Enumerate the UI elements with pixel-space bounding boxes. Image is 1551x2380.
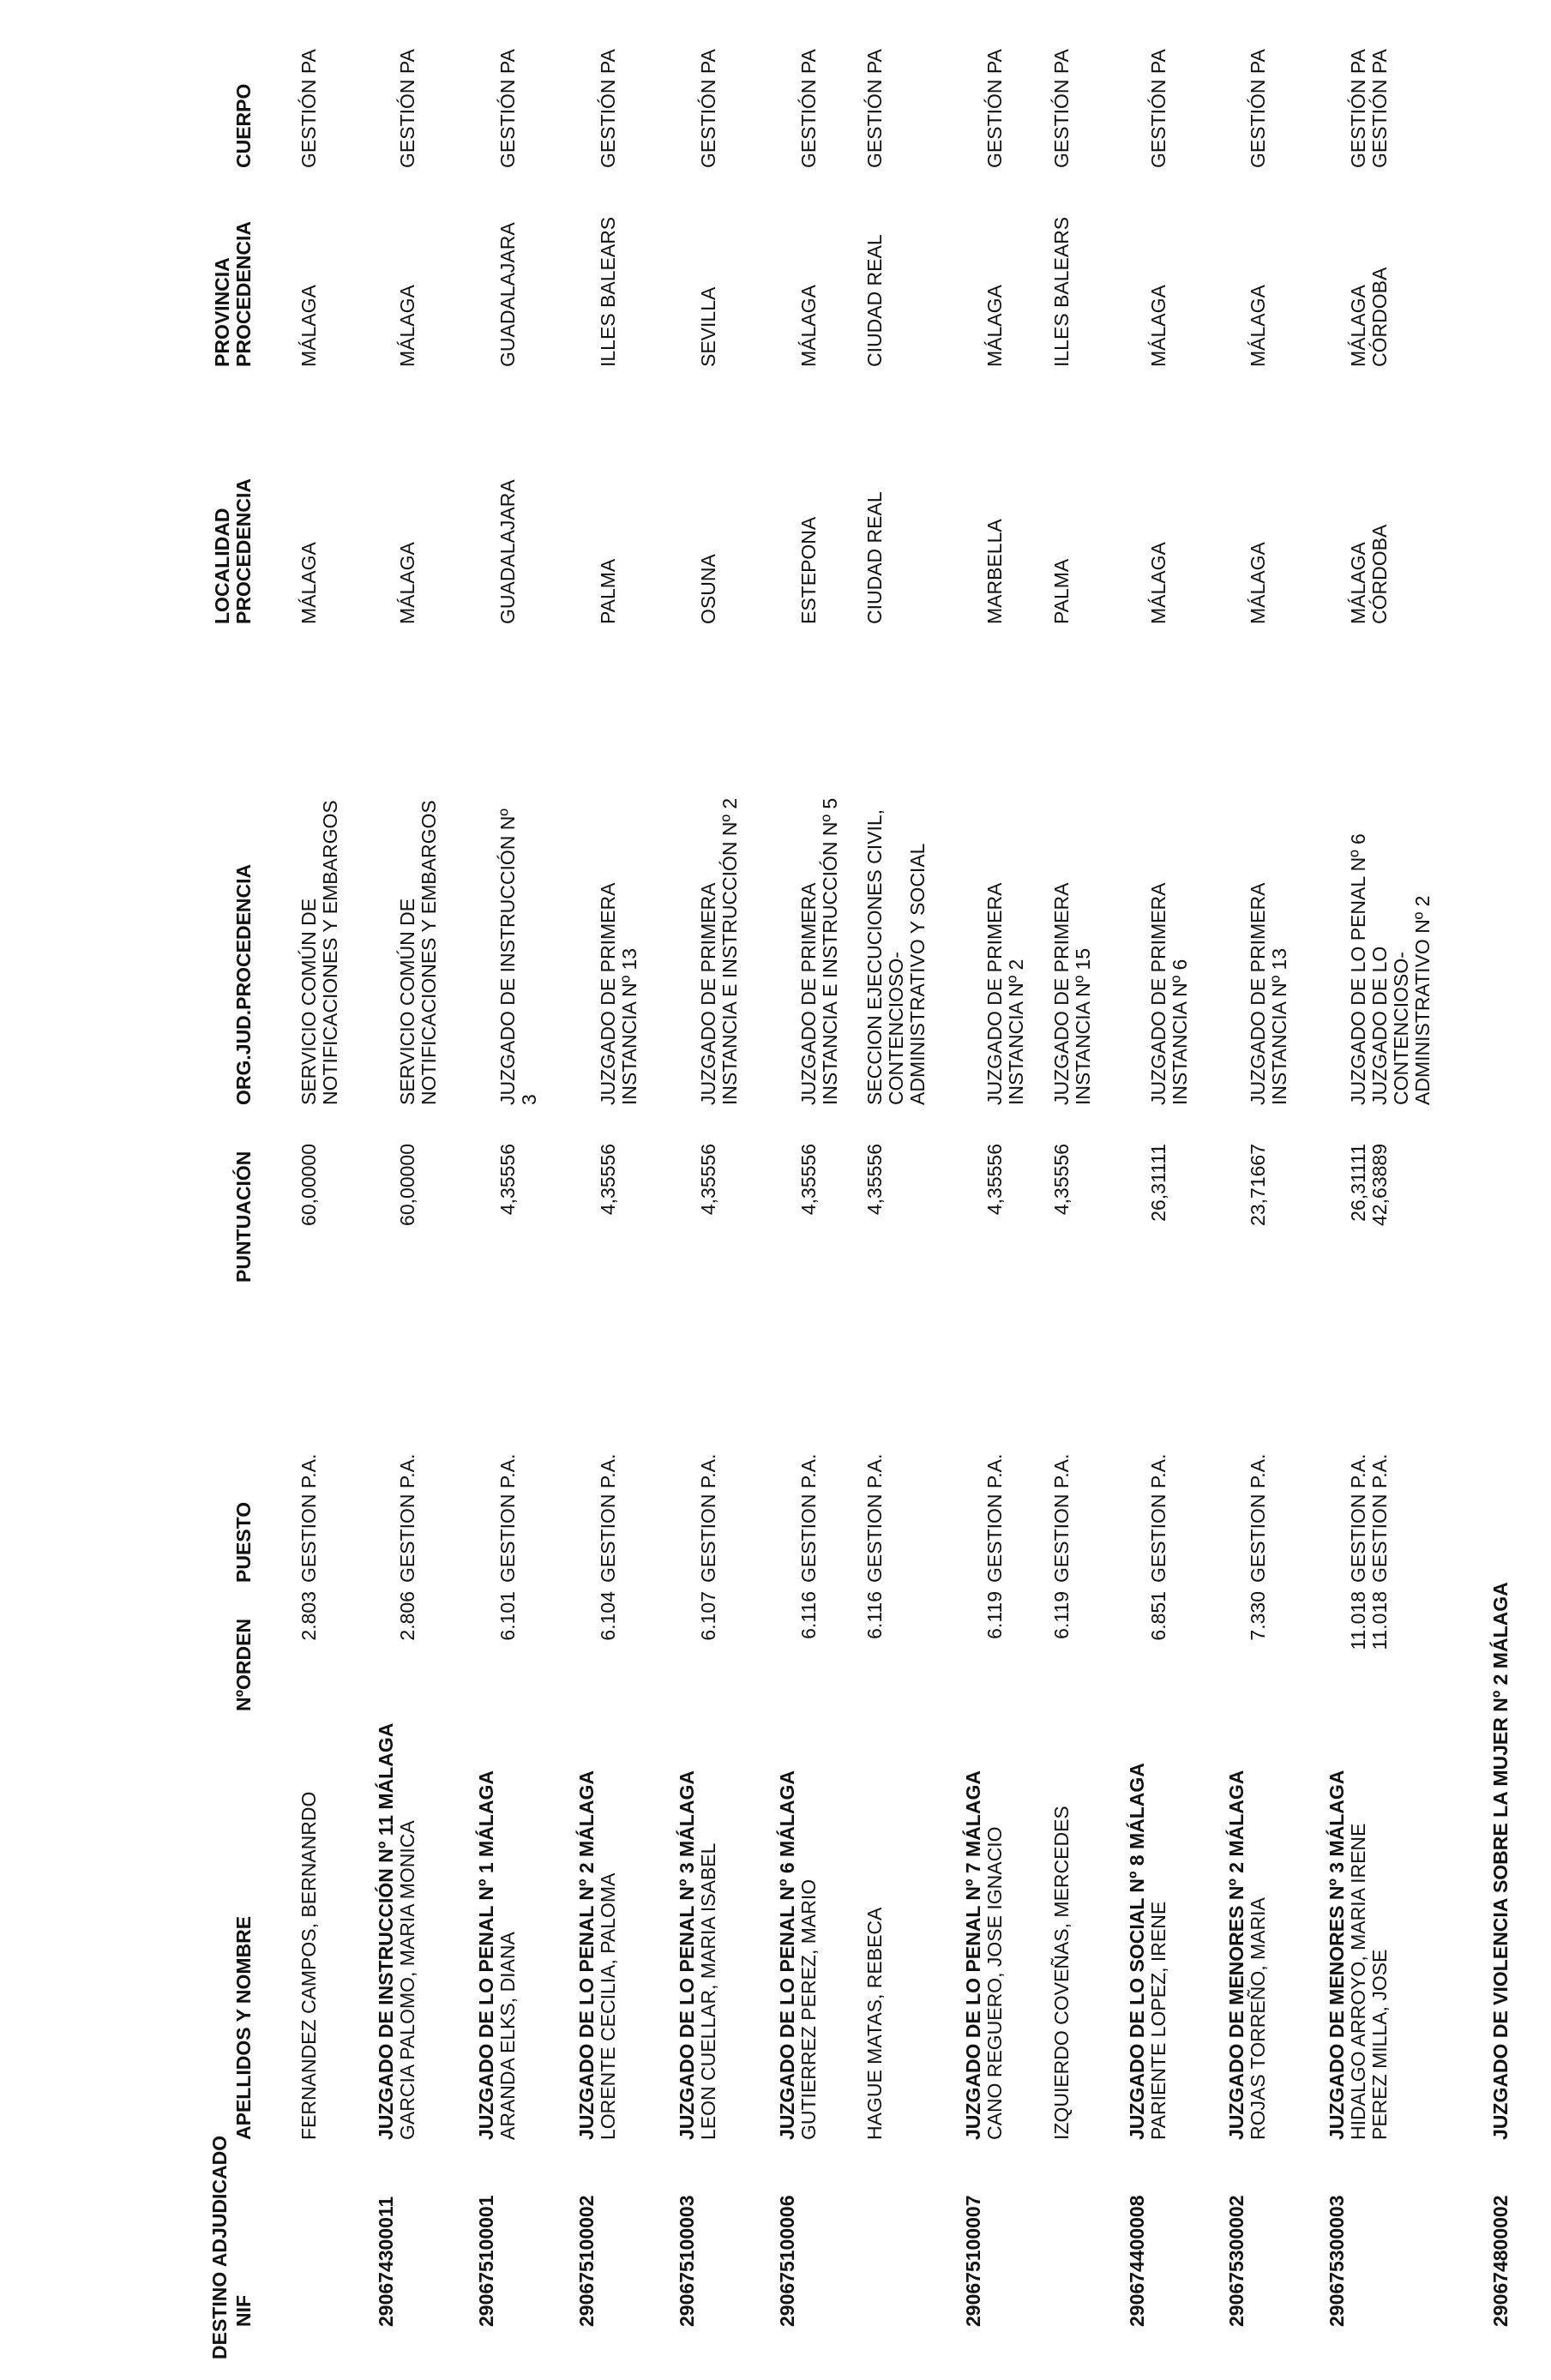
org-procedencia-line: 3 — [518, 1094, 540, 1105]
applicant-name: LEON CUELLAR, MARIA ISABEL — [697, 1842, 719, 2140]
cuerpo-value: GESTIÓN PA — [697, 49, 719, 168]
puntuacion-value: 60,00000 — [298, 1144, 320, 1226]
orden-number: 11.018 — [1368, 1591, 1391, 1650]
org-procedencia-line: ADMINISTRATIVO Nº 2 — [1411, 895, 1434, 1105]
group-nif: 290675300003 — [1326, 2195, 1348, 2327]
puntuacion-value: 26,31111 — [1147, 1144, 1169, 1222]
provincia-value: MÁLAGA — [1347, 285, 1369, 367]
org-procedencia-line: JUZGADO DE INSTRUCCIÓN Nº — [496, 808, 519, 1105]
applicant-name: ARANDA ELKS, DIANA — [496, 1932, 519, 2140]
provincia-value: CÓRDOBA — [1368, 267, 1391, 367]
org-procedencia-line: INSTANCIA Nº 6 — [1169, 959, 1191, 1105]
applicant-name: GARCIA PALOMO, MARIA MONICA — [396, 1820, 418, 2140]
localidad-value: GUADALAJARA — [496, 479, 519, 624]
group-organo-title: JUZGADO DE LO PENAL Nº 2 MÁLAGA — [575, 1770, 598, 2140]
org-procedencia-line: CONTENCIOSO- — [1390, 952, 1412, 1105]
puntuacion-header: PUNTUACIÓN — [232, 1151, 255, 1283]
localidad-header-2: PROCEDENCIA — [232, 478, 255, 624]
localidad-value: CÓRDOBA — [1368, 524, 1391, 624]
provincia-header-1: PROVINCIA — [211, 257, 233, 367]
org-procedencia-line: CONTENCIOSO- — [885, 952, 907, 1105]
provincia-value: ILLES BALEARS — [597, 216, 619, 367]
localidad-value: OSUNA — [697, 554, 719, 624]
puntuacion-value: 4,35556 — [697, 1144, 719, 1216]
puntuacion-value: 60,00000 — [396, 1144, 418, 1226]
puesto-value: GESTION P.A. — [697, 1453, 719, 1583]
provincia-header-2: PROCEDENCIA — [232, 221, 255, 367]
org-procedencia-line: INSTANCIA E INSTRUCCIÓN Nº 2 — [718, 797, 741, 1105]
group-organo-title: JUZGADO DE LO SOCIAL Nº 8 MÁLAGA — [1126, 1763, 1148, 2140]
orden-number: 7.330 — [1247, 1591, 1269, 1641]
group-nif: 290674800002 — [1489, 2195, 1512, 2327]
puesto-value: GESTION P.A. — [863, 1453, 886, 1583]
puesto-value: GESTION P.A. — [396, 1453, 418, 1583]
localidad-value: MÁLAGA — [1247, 542, 1269, 624]
puntuacion-value: 26,31111 — [1347, 1144, 1369, 1222]
norden-header: NºORDEN — [232, 1618, 255, 1711]
cuerpo-value: GESTIÓN PA — [1247, 49, 1269, 168]
provincia-value: ILLES BALEARS — [1050, 216, 1073, 367]
provincia-value: MÁLAGA — [983, 285, 1006, 367]
group-organo-title: JUZGADO DE LO PENAL Nº 7 MÁLAGA — [962, 1770, 984, 2140]
applicant-name: GUTIERREZ PEREZ, MARIO — [797, 1878, 820, 2140]
org-procedencia-line: NOTIFICACIONES Y EMBARGOS — [418, 800, 440, 1105]
orden-number: 6.116 — [797, 1591, 820, 1639]
group-organo-title: JUZGADO DE LO PENAL Nº 1 MÁLAGA — [475, 1770, 497, 2140]
applicant-name: PARIENTE LOPEZ, IRENE — [1147, 1901, 1169, 2140]
provincia-value: MÁLAGA — [298, 285, 320, 367]
cuerpo-value: GESTIÓN PA — [1147, 49, 1169, 168]
group-nif: 290675100003 — [676, 2195, 698, 2327]
localidad-value: MÁLAGA — [1147, 542, 1169, 624]
applicant-name: ROJAS TORREÑO, MARIA — [1247, 1897, 1269, 2140]
applicant-name: HIDALGO ARROYO, MARIA IRENE — [1347, 1823, 1369, 2140]
localidad-value: PALMA — [597, 558, 619, 624]
localidad-value: MÁLAGA — [298, 542, 320, 624]
puesto-value: GESTION P.A. — [797, 1453, 820, 1583]
puntuacion-value: 4,35556 — [983, 1144, 1006, 1216]
provincia-value: GUADALAJARA — [496, 222, 519, 367]
provincia-value: MÁLAGA — [1147, 285, 1169, 367]
orden-number: 6.851 — [1147, 1591, 1169, 1641]
cuerpo-value: GESTIÓN PA — [1050, 49, 1073, 168]
cuerpo-value: GESTIÓN PA — [1347, 49, 1369, 168]
puesto-value: GESTION P.A. — [597, 1453, 619, 1583]
group-nif: 290675100007 — [962, 2195, 984, 2327]
orden-number: 6.119 — [1050, 1591, 1073, 1639]
puesto-value: GESTION P.A. — [1347, 1453, 1369, 1583]
group-organo-title: JUZGADO DE INSTRUCCIÓN Nº 11 MÁLAGA — [375, 1722, 397, 2140]
org-procedencia-line: JUZGADO DE PRIMERA — [597, 882, 619, 1105]
org-procedencia-line: JUZGADO DE PRIMERA — [1247, 882, 1269, 1105]
orden-number: 2.803 — [298, 1591, 320, 1641]
org-procedencia-line: JUZGADO DE PRIMERA — [697, 882, 719, 1105]
nif-header: NIF — [232, 2294, 255, 2327]
provincia-value: SEVILLA — [697, 286, 719, 367]
cuerpo-header: CUERPO — [232, 83, 255, 168]
puesto-value: GESTION P.A. — [496, 1453, 519, 1583]
apellidos-header: APELLIDOS Y NOMBRE — [232, 1915, 255, 2140]
applicant-name: FERNANDEZ CAMPOS, BERNANRDO — [298, 1791, 320, 2140]
orden-number: 6.107 — [697, 1591, 719, 1641]
localidad-value: CIUDAD REAL — [863, 491, 886, 624]
org-procedencia-line: JUZGADO DE PRIMERA — [1147, 882, 1169, 1105]
group-nif: 290674400008 — [1126, 2195, 1148, 2327]
puntuacion-value: 4,35556 — [597, 1144, 619, 1216]
applicant-name: IZQUIERDO COVEÑAS, MERCEDES — [1050, 1806, 1073, 2140]
puesto-value: GESTION P.A. — [298, 1453, 320, 1583]
puntuacion-value: 42,63889 — [1368, 1144, 1391, 1226]
cuerpo-value: GESTIÓN PA — [1368, 49, 1391, 168]
org-procedencia-line: INSTANCIA Nº 13 — [618, 947, 640, 1105]
cuerpo-value: GESTIÓN PA — [797, 49, 820, 168]
org-procedencia-line: JUZGADO DE PRIMERA — [797, 882, 820, 1105]
group-nif: 290675100001 — [475, 2195, 497, 2327]
org-procedencia-line: JUZGADO DE LO — [1368, 946, 1391, 1105]
puesto-value: GESTION P.A. — [1147, 1453, 1169, 1583]
destino-adjudicado-label: DESTINO ADJUDICADO — [208, 2135, 231, 2359]
org-procedencia-line: JUZGADO DE PRIMERA — [1050, 882, 1073, 1105]
group-nif: 290675100002 — [575, 2195, 598, 2327]
org-procedencia-line: INSTANCIA Nº 2 — [1005, 959, 1027, 1105]
puntuacion-value: 4,35556 — [1050, 1144, 1073, 1216]
cuerpo-value: GESTIÓN PA — [298, 49, 320, 168]
localidad-value: MARBELLA — [983, 519, 1006, 624]
puesto-header: PUESTO — [232, 1501, 255, 1583]
localidad-value: ESTEPONA — [797, 516, 820, 624]
applicant-name: CANO REGUERO, JOSE IGNACIO — [983, 1826, 1006, 2140]
org-procedencia-line: SERVICIO COMÚN DE — [396, 898, 418, 1105]
cuerpo-value: GESTIÓN PA — [863, 49, 886, 168]
puesto-value: GESTION P.A. — [1368, 1453, 1391, 1583]
provincia-value: CIUDAD REAL — [863, 234, 886, 367]
provincia-value: MÁLAGA — [1247, 285, 1269, 367]
cuerpo-value: GESTIÓN PA — [496, 49, 519, 168]
group-nif: 290675300002 — [1225, 2195, 1247, 2327]
localidad-value: PALMA — [1050, 558, 1073, 624]
puesto-value: GESTION P.A. — [1247, 1453, 1269, 1583]
org-procedencia-line: INSTANCIA Nº 15 — [1072, 947, 1094, 1105]
applicant-name: LORENTE CECILIA, PALOMA — [597, 1872, 619, 2140]
applicant-name: PEREZ MILLA, JOSE — [1368, 1949, 1391, 2140]
orden-number: 11.018 — [1347, 1591, 1369, 1650]
org-procedencia-line: INSTANCIA Nº 13 — [1268, 947, 1290, 1105]
orden-number: 6.116 — [863, 1591, 886, 1639]
group-nif: 290674300011 — [375, 2196, 397, 2327]
org-header: ORG.JUD.PROCEDENCIA — [232, 863, 255, 1105]
orden-number: 6.119 — [983, 1591, 1006, 1639]
orden-number: 6.104 — [597, 1591, 619, 1641]
org-procedencia-line: JUZGADO DE PRIMERA — [983, 882, 1006, 1105]
orden-number: 2.806 — [396, 1591, 418, 1641]
localidad-value: MÁLAGA — [396, 542, 418, 624]
org-procedencia-line: SERVICIO COMÚN DE — [298, 898, 320, 1105]
cuerpo-value: GESTIÓN PA — [983, 49, 1006, 168]
puntuacion-value: 4,35556 — [863, 1144, 886, 1216]
group-organo-title: JUZGADO DE LO PENAL Nº 6 MÁLAGA — [776, 1770, 798, 2140]
cuerpo-value: GESTIÓN PA — [396, 49, 418, 168]
orden-number: 6.101 — [496, 1591, 519, 1641]
puesto-value: GESTION P.A. — [983, 1453, 1006, 1583]
group-organo-title: JUZGADO DE LO PENAL Nº 3 MÁLAGA — [676, 1770, 698, 2140]
puesto-value: GESTION P.A. — [1050, 1453, 1073, 1583]
org-procedencia-line: JUZGADO DE LO PENAL Nº 6 — [1347, 833, 1369, 1105]
localidad-value: MÁLAGA — [1347, 542, 1369, 624]
applicant-name: HAGUE MATAS, REBECA — [863, 1907, 886, 2140]
group-organo-title: JUZGADO DE VIOLENCIA SOBRE LA MUJER Nº 2 MÁLAGA — [1489, 1582, 1512, 2140]
org-procedencia-line: NOTIFICACIONES Y EMBARGOS — [319, 800, 341, 1105]
puntuacion-value: 4,35556 — [797, 1144, 820, 1216]
group-nif: 290675100006 — [776, 2195, 798, 2327]
group-organo-title: JUZGADO DE MENORES Nº 2 MÁLAGA — [1225, 1770, 1247, 2140]
org-procedencia-line: ADMINISTRATIVO Y SOCIAL — [906, 843, 929, 1105]
localidad-header-1: LOCALIDAD — [211, 508, 233, 624]
provincia-value: MÁLAGA — [396, 285, 418, 367]
org-procedencia-line: INSTANCIA E INSTRUCCIÓN Nº 5 — [819, 797, 841, 1105]
provincia-value: MÁLAGA — [797, 285, 820, 367]
group-organo-title: JUZGADO DE MENORES Nº 3 MÁLAGA — [1326, 1770, 1348, 2140]
cuerpo-value: GESTIÓN PA — [597, 49, 619, 168]
puntuacion-value: 23,71667 — [1247, 1144, 1269, 1226]
puntuacion-value: 4,35556 — [496, 1144, 519, 1216]
org-procedencia-line: SECCION EJECUCIONES CIVIL, — [863, 808, 886, 1105]
